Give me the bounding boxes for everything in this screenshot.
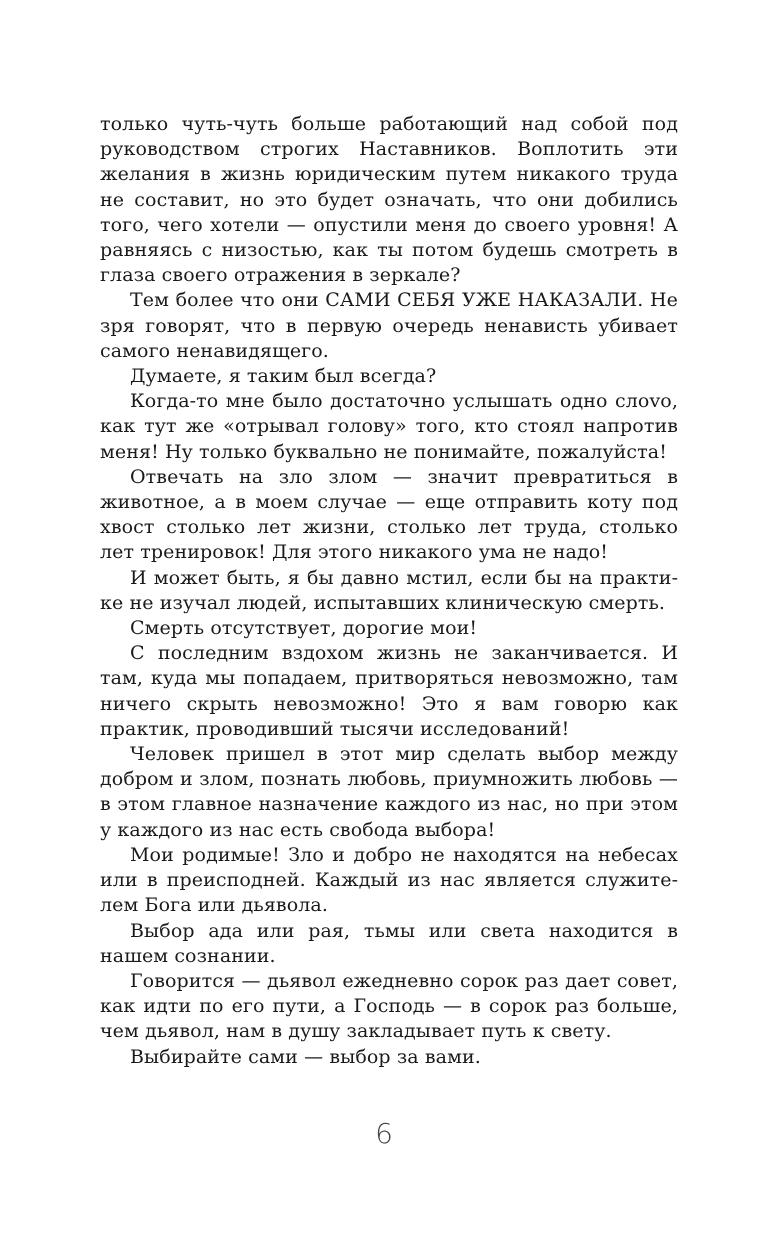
- paragraph-9: Человек пришел в этот мир сделать выбор между добром и злом, познать любовь, приумножить любовь — в этом главное назначение каждого из нас, но при этом у каждого из нас есть свобода выбора!: [100, 743, 678, 841]
- body-text: [100, 112, 678, 1070]
- paragraph-5: Отвечать на зло злом — значит превратиться в животное, а в моем случае — еще отправить коту под хвост столько лет жизни, столько лет труда, столько лет тренировок! Для этого никакого ума не надо!: [100, 465, 678, 564]
- paragraph-11: Выбор ада или рая, тьмы или света находится в нашем сознании.: [100, 919, 678, 967]
- page-number: 6: [375, 1117, 393, 1150]
- paragraph-2: Тем более что они САМИ СЕБЯ УЖЕ НАКАЗАЛИ. Не зря говорят, что в первую очередь ненависть убивает самого ненавидящего.: [100, 289, 678, 362]
- paragraph-4: Когда-то мне было достаточно услышать одно слоvo, как тут же «отрывал голову» того, кто стоял напротив меня! Ну только буквально не понимайте, пожалуйста!: [100, 390, 678, 463]
- paragraph-6: И может быть, я бы давно мстил, если бы на практике не изучал людей, испытавших клиническую смерть.: [100, 566, 678, 614]
- paragraph-8: С последним вздохом жизнь не заканчивается. И там, куда мы попадаем, притворяться невозможно, там ничего скрыть невозможно! Это я вам говорю как практик, проводивший тысячи исследований!: [100, 642, 678, 740]
- paragraph-12: Говорится — дьявол ежедневно сорок раз дает совет, как идти по его пути, а Господь — в сорок раз больше, чем дьявол, нам в душу закладывает путь к свету.: [100, 969, 678, 1043]
- paragraph-7: Смерть отсутствует, дорогие мои!: [130, 617, 478, 640]
- paragraph-1: только чуть-чуть больше работающий над собой под руководством строгих Наставников. Воплотить эти желания в жизнь юридическим путем никакого труда не составит, но это будет означать, что они добились того, чего хотели — опустили меня до своего уровня! А равняясь с низостью, как ты потом будешь смотреть в глаза своего отражения в зеркале?: [100, 113, 678, 287]
- paragraph-3: Думаете, я таким был всегда?: [130, 365, 437, 388]
- paragraph-10: Мои родимые! Зло и добро не находятся на небесах или в преисподней. Каждый из нас является служителем Бога или дьявола.: [100, 843, 678, 917]
- paragraph-13: Выбирайте сами — выбор за вами.: [130, 1045, 481, 1068]
